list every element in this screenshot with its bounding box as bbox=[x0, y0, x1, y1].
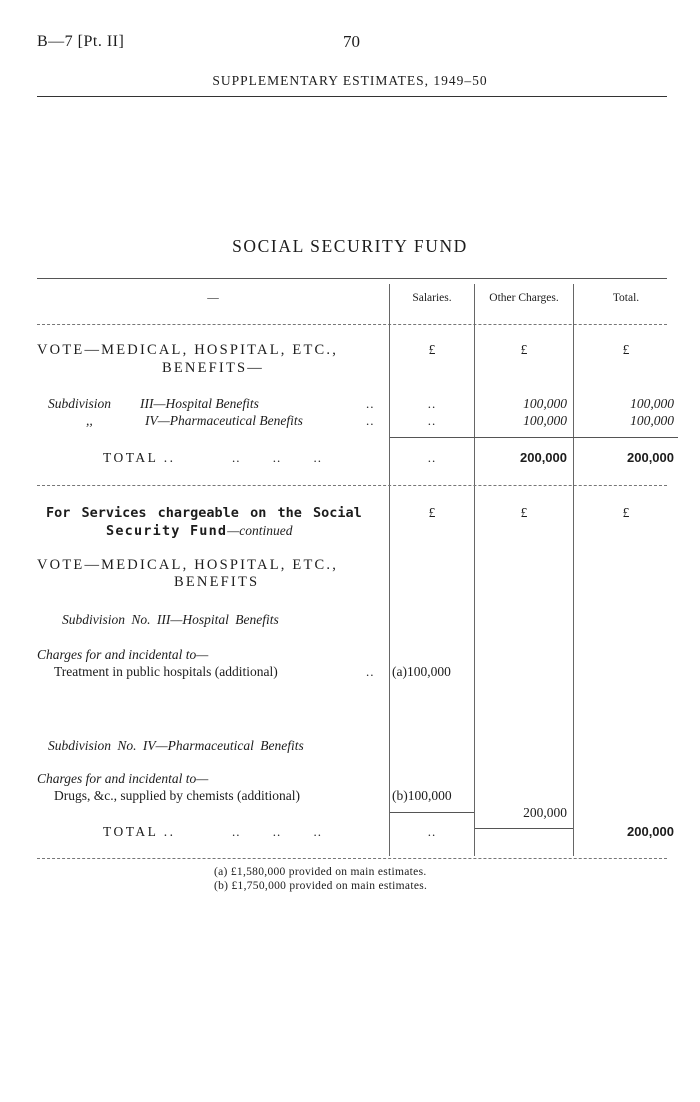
summary-row-salaries: .. bbox=[427, 396, 437, 411]
sub3-dots: .. bbox=[366, 664, 375, 679]
summary-row-total: 100,000 bbox=[630, 413, 674, 428]
summary-row-lead: ,, bbox=[86, 413, 93, 428]
summary-total-rule bbox=[390, 437, 678, 438]
sub4-item: Drugs, &c., supplied by chemists (additional) bbox=[54, 788, 300, 803]
summary-total-label: TOTAL .. bbox=[103, 450, 176, 465]
sub4-heading: Subdivision No. IV—Pharmaceutical Benefits bbox=[48, 738, 304, 753]
summary-currency-total: £ bbox=[622, 342, 630, 357]
detail-currency-other: £ bbox=[520, 505, 528, 520]
summary-total-dots: .. .. .. bbox=[232, 450, 322, 465]
column-header-description: — bbox=[207, 292, 219, 304]
sub3-heading: Subdivision No. III—Hospital Benefits bbox=[62, 612, 279, 627]
sub4-charges: Charges for and incidental to— bbox=[37, 771, 209, 786]
sub3-charges: Charges for and incidental to— bbox=[37, 647, 209, 662]
page-number: 70 bbox=[343, 32, 360, 51]
detail-heading-line-2 bbox=[106, 522, 293, 540]
summary-vote-line-1: VOTE—MEDICAL, HOSPITAL, ETC., bbox=[37, 342, 339, 358]
detail-total-label: TOTAL .. bbox=[103, 824, 176, 839]
detail-currency-salaries: £ bbox=[428, 505, 436, 520]
column-divider-other bbox=[474, 284, 475, 856]
detail-heading-fund: Security Fund bbox=[106, 523, 228, 539]
summary-total-other: 200,000 bbox=[520, 450, 567, 465]
summary-row-label: III—Hospital Benefits bbox=[140, 396, 259, 411]
summary-row-other: 100,000 bbox=[523, 396, 567, 411]
detail-heading-line-1: For Services chargeable on the Social bbox=[46, 505, 362, 521]
detail-vote-line-2: BENEFITS bbox=[174, 574, 260, 590]
column-header-other-charges: Other Charges. bbox=[489, 292, 559, 304]
summary-row-dots: .. bbox=[366, 396, 375, 411]
detail-total-dots: .. .. .. bbox=[232, 824, 322, 839]
salaries-subtotal-rule bbox=[390, 812, 474, 813]
sub3-salaries: (a)100,000 bbox=[392, 664, 451, 679]
detail-currency-total: £ bbox=[622, 505, 630, 520]
detail-total-salaries: .. bbox=[427, 824, 437, 839]
summary-row-salaries: .. bbox=[427, 413, 437, 428]
summary-total-salaries: .. bbox=[427, 450, 437, 465]
sub3-item: Treatment in public hospitals (additional) bbox=[54, 664, 278, 679]
document-reference: B—7 [Pt. II] bbox=[37, 33, 125, 50]
summary-total-total: 200,000 bbox=[627, 450, 674, 465]
summary-row-label: IV—Pharmaceutical Benefits bbox=[145, 413, 303, 428]
summary-row-dots: .. bbox=[366, 413, 375, 428]
footnote-b: (b) £1,750,000 provided on main estimates. bbox=[214, 880, 428, 892]
summary-currency-salaries: £ bbox=[428, 342, 436, 357]
table-bottom-rule bbox=[37, 858, 667, 859]
column-divider-total bbox=[573, 284, 574, 856]
summary-row-total: 100,000 bbox=[630, 396, 674, 411]
column-header-total: Total. bbox=[612, 292, 640, 304]
column-header-salaries: Salaries. bbox=[412, 292, 452, 304]
footnote-a: (a) £1,580,000 provided on main estimates. bbox=[214, 866, 427, 878]
detail-total-total: 200,000 bbox=[627, 824, 674, 839]
summary-row-lead: Subdivision bbox=[48, 396, 111, 411]
summary-currency-other: £ bbox=[520, 342, 528, 357]
sub4-salaries: (b)100,000 bbox=[392, 788, 452, 803]
summary-vote-line-2: BENEFITS— bbox=[162, 360, 264, 376]
fund-title: SOCIAL SECURITY FUND bbox=[232, 236, 468, 256]
other-subtotal: 200,000 bbox=[523, 805, 567, 820]
header-rule bbox=[37, 96, 667, 97]
column-divider-salaries bbox=[389, 284, 390, 856]
table-top-rule bbox=[37, 278, 667, 279]
summary-row-other: 100,000 bbox=[523, 413, 567, 428]
section-divider bbox=[37, 485, 667, 486]
detail-vote-line-1: VOTE—MEDICAL, HOSPITAL, ETC., bbox=[37, 557, 339, 573]
other-subtotal-rule bbox=[475, 828, 573, 829]
detail-heading-continued: —continued bbox=[227, 523, 293, 538]
running-title: SUPPLEMENTARY ESTIMATES, 1949–50 bbox=[212, 73, 488, 88]
